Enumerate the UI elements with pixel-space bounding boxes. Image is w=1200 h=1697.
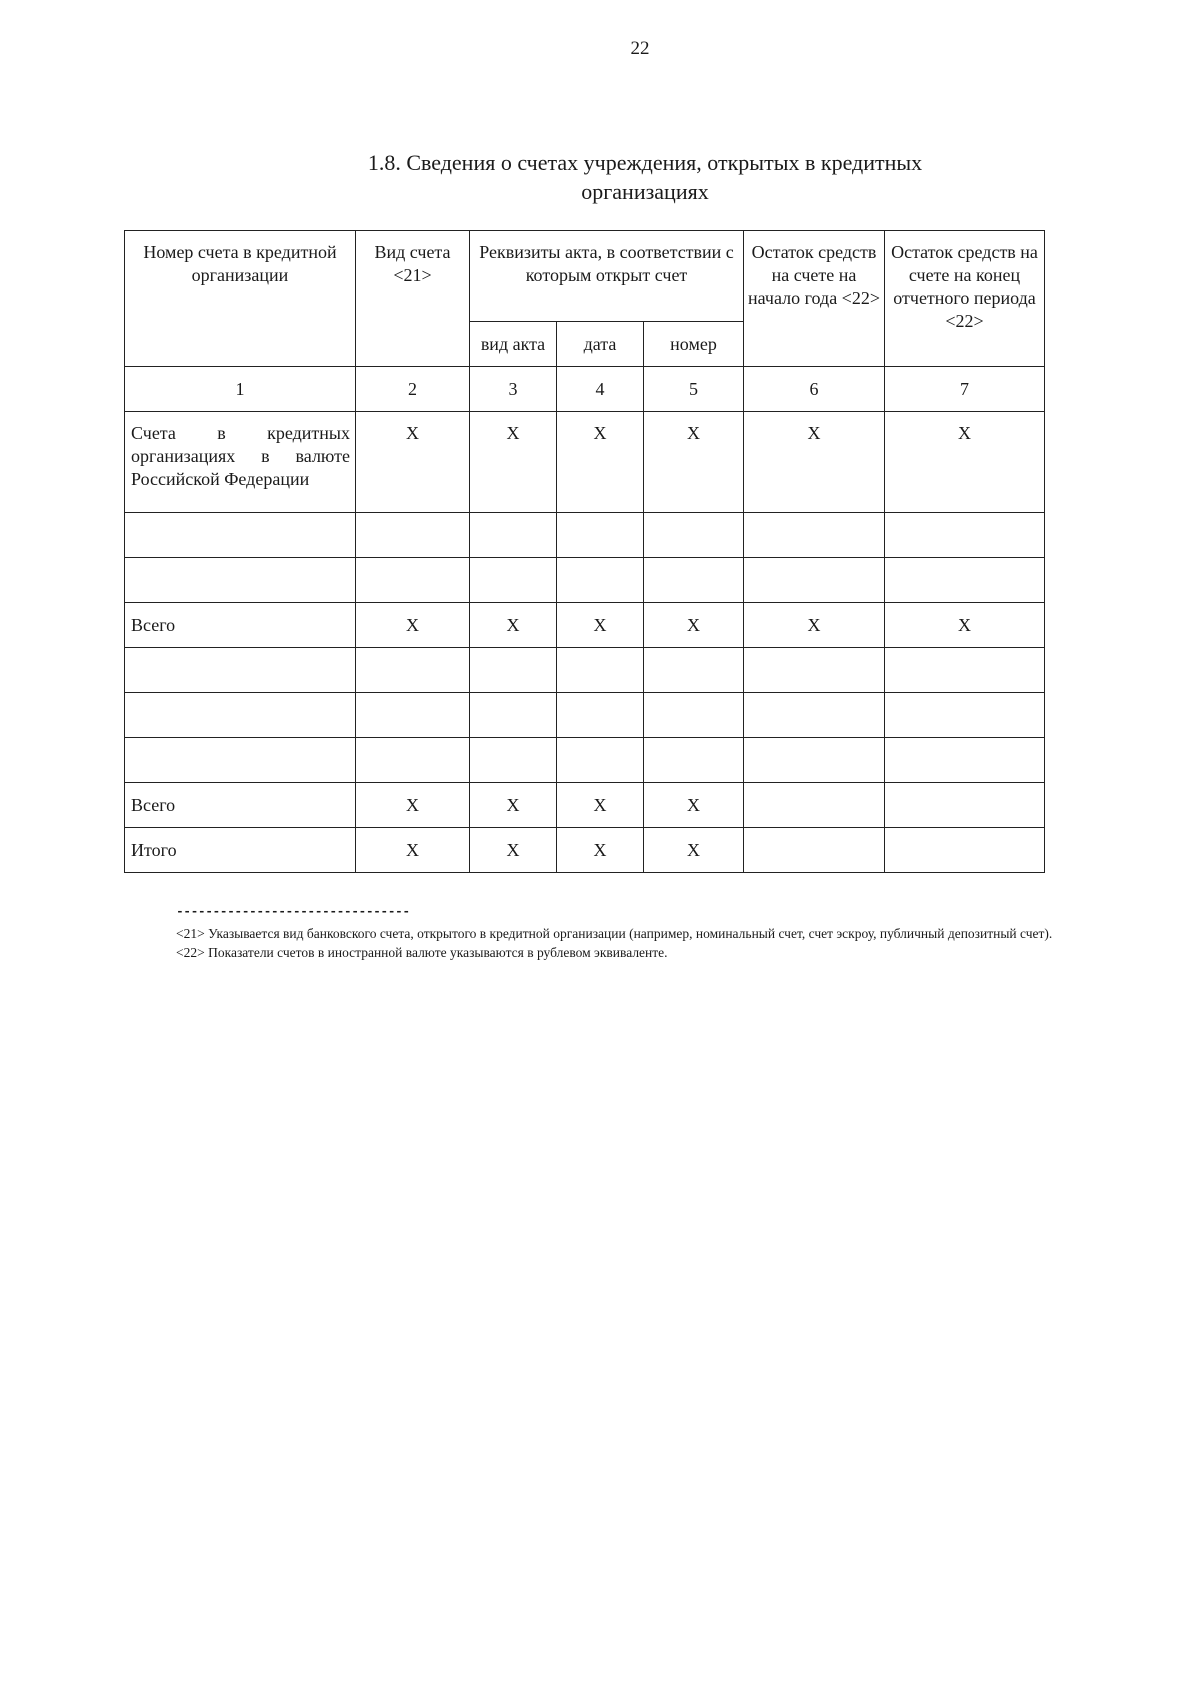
x-mark: X [644,783,744,828]
x-mark: X [744,603,885,648]
x-mark: X [356,828,470,873]
x-mark: X [557,412,644,513]
x-mark: X [744,412,885,513]
empty-cell [356,648,470,693]
empty-cell [125,693,356,738]
footnote-22: <22> Показатели счетов в иностранной валюте указываются в рублевом эквиваленте. [176,945,668,960]
header-balance-end: Остаток средств на счете на конец отчетного периода <22> [885,231,1045,367]
empty-cell [470,513,557,558]
total-row [125,603,1045,648]
empty-cell [557,558,644,603]
x-mark: X [644,412,744,513]
x-mark: X [470,828,557,873]
section-title-line-2: организациях [581,179,709,204]
header-row [125,231,1045,322]
empty-cell [744,693,885,738]
empty-row [125,558,1045,603]
empty-cell [470,558,557,603]
accounts-table [124,230,1045,873]
x-mark: X [557,783,644,828]
empty-cell [644,648,744,693]
column-number: 5 [644,367,744,412]
grand-total-row [125,828,1045,873]
empty-cell [470,738,557,783]
empty-cell [744,738,885,783]
empty-row [125,648,1045,693]
empty-cell [557,693,644,738]
total-label: Всего [125,783,356,828]
empty-cell [356,738,470,783]
column-number: 6 [744,367,885,412]
empty-row [125,513,1045,558]
x-mark: X [557,828,644,873]
x-mark: X [885,412,1045,513]
footnotes [122,924,1158,962]
column-number: 2 [356,367,470,412]
empty-cell [744,783,885,828]
subheader-act-type: вид акта [470,322,557,367]
x-mark: X [644,603,744,648]
empty-cell [744,828,885,873]
total-label: Всего [125,603,356,648]
empty-cell [125,648,356,693]
empty-cell [885,648,1045,693]
section-title-line-1: 1.8. Сведения о счетах учреждения, открытых в кредитных [367,150,923,175]
empty-cell [557,738,644,783]
empty-cell [885,558,1045,603]
x-mark: X [557,603,644,648]
x-mark: X [644,828,744,873]
header-balance-start: Остаток средств на счете на начало года <22> [744,231,885,367]
rub-accounts-label: Счета в кредитных организациях в валюте Российской Федерации [125,412,356,513]
x-mark: X [356,603,470,648]
total-row [125,783,1045,828]
empty-cell [744,513,885,558]
header-account-number: Номер счета в кредитной организации [125,231,356,367]
column-number: 3 [470,367,557,412]
empty-cell [644,558,744,603]
empty-cell [885,513,1045,558]
column-number: 1 [125,367,356,412]
page-number: 22 [630,38,650,59]
footnote-separator: -------------------------------- [176,904,410,919]
rub-accounts-row [125,412,1045,513]
empty-cell [470,693,557,738]
empty-row [125,738,1045,783]
x-mark: X [470,783,557,828]
empty-cell [356,513,470,558]
empty-cell [885,828,1045,873]
x-mark: X [470,412,557,513]
empty-cell [744,558,885,603]
empty-cell [125,513,356,558]
empty-cell [885,693,1045,738]
x-mark: X [470,603,557,648]
subheader-act-number: номер [644,322,744,367]
empty-cell [744,648,885,693]
column-number-row [125,367,1045,412]
empty-cell [885,738,1045,783]
column-number: 4 [557,367,644,412]
subheader-act-date: дата [557,322,644,367]
x-mark: X [356,412,470,513]
empty-cell [557,648,644,693]
empty-cell [356,693,470,738]
x-mark: X [356,783,470,828]
empty-row [125,693,1045,738]
grand-total-label: Итого [125,828,356,873]
empty-cell [125,558,356,603]
footnote-21: <21> Указывается вид банковского счета, открытого в кредитной организации (например, номинальный счет, счет эскроу, публичный депозитный счет). [176,926,1053,941]
header-act-details: Реквизиты акта, в соответствии с которым открыт счет [470,231,744,322]
empty-cell [470,648,557,693]
x-mark: X [885,603,1045,648]
empty-cell [885,783,1045,828]
empty-cell [644,738,744,783]
empty-cell [125,738,356,783]
empty-cell [644,513,744,558]
section-title [300,148,990,206]
empty-cell [557,513,644,558]
empty-cell [356,558,470,603]
empty-cell [644,693,744,738]
header-account-type: Вид счета <21> [356,231,470,367]
column-number: 7 [885,367,1045,412]
